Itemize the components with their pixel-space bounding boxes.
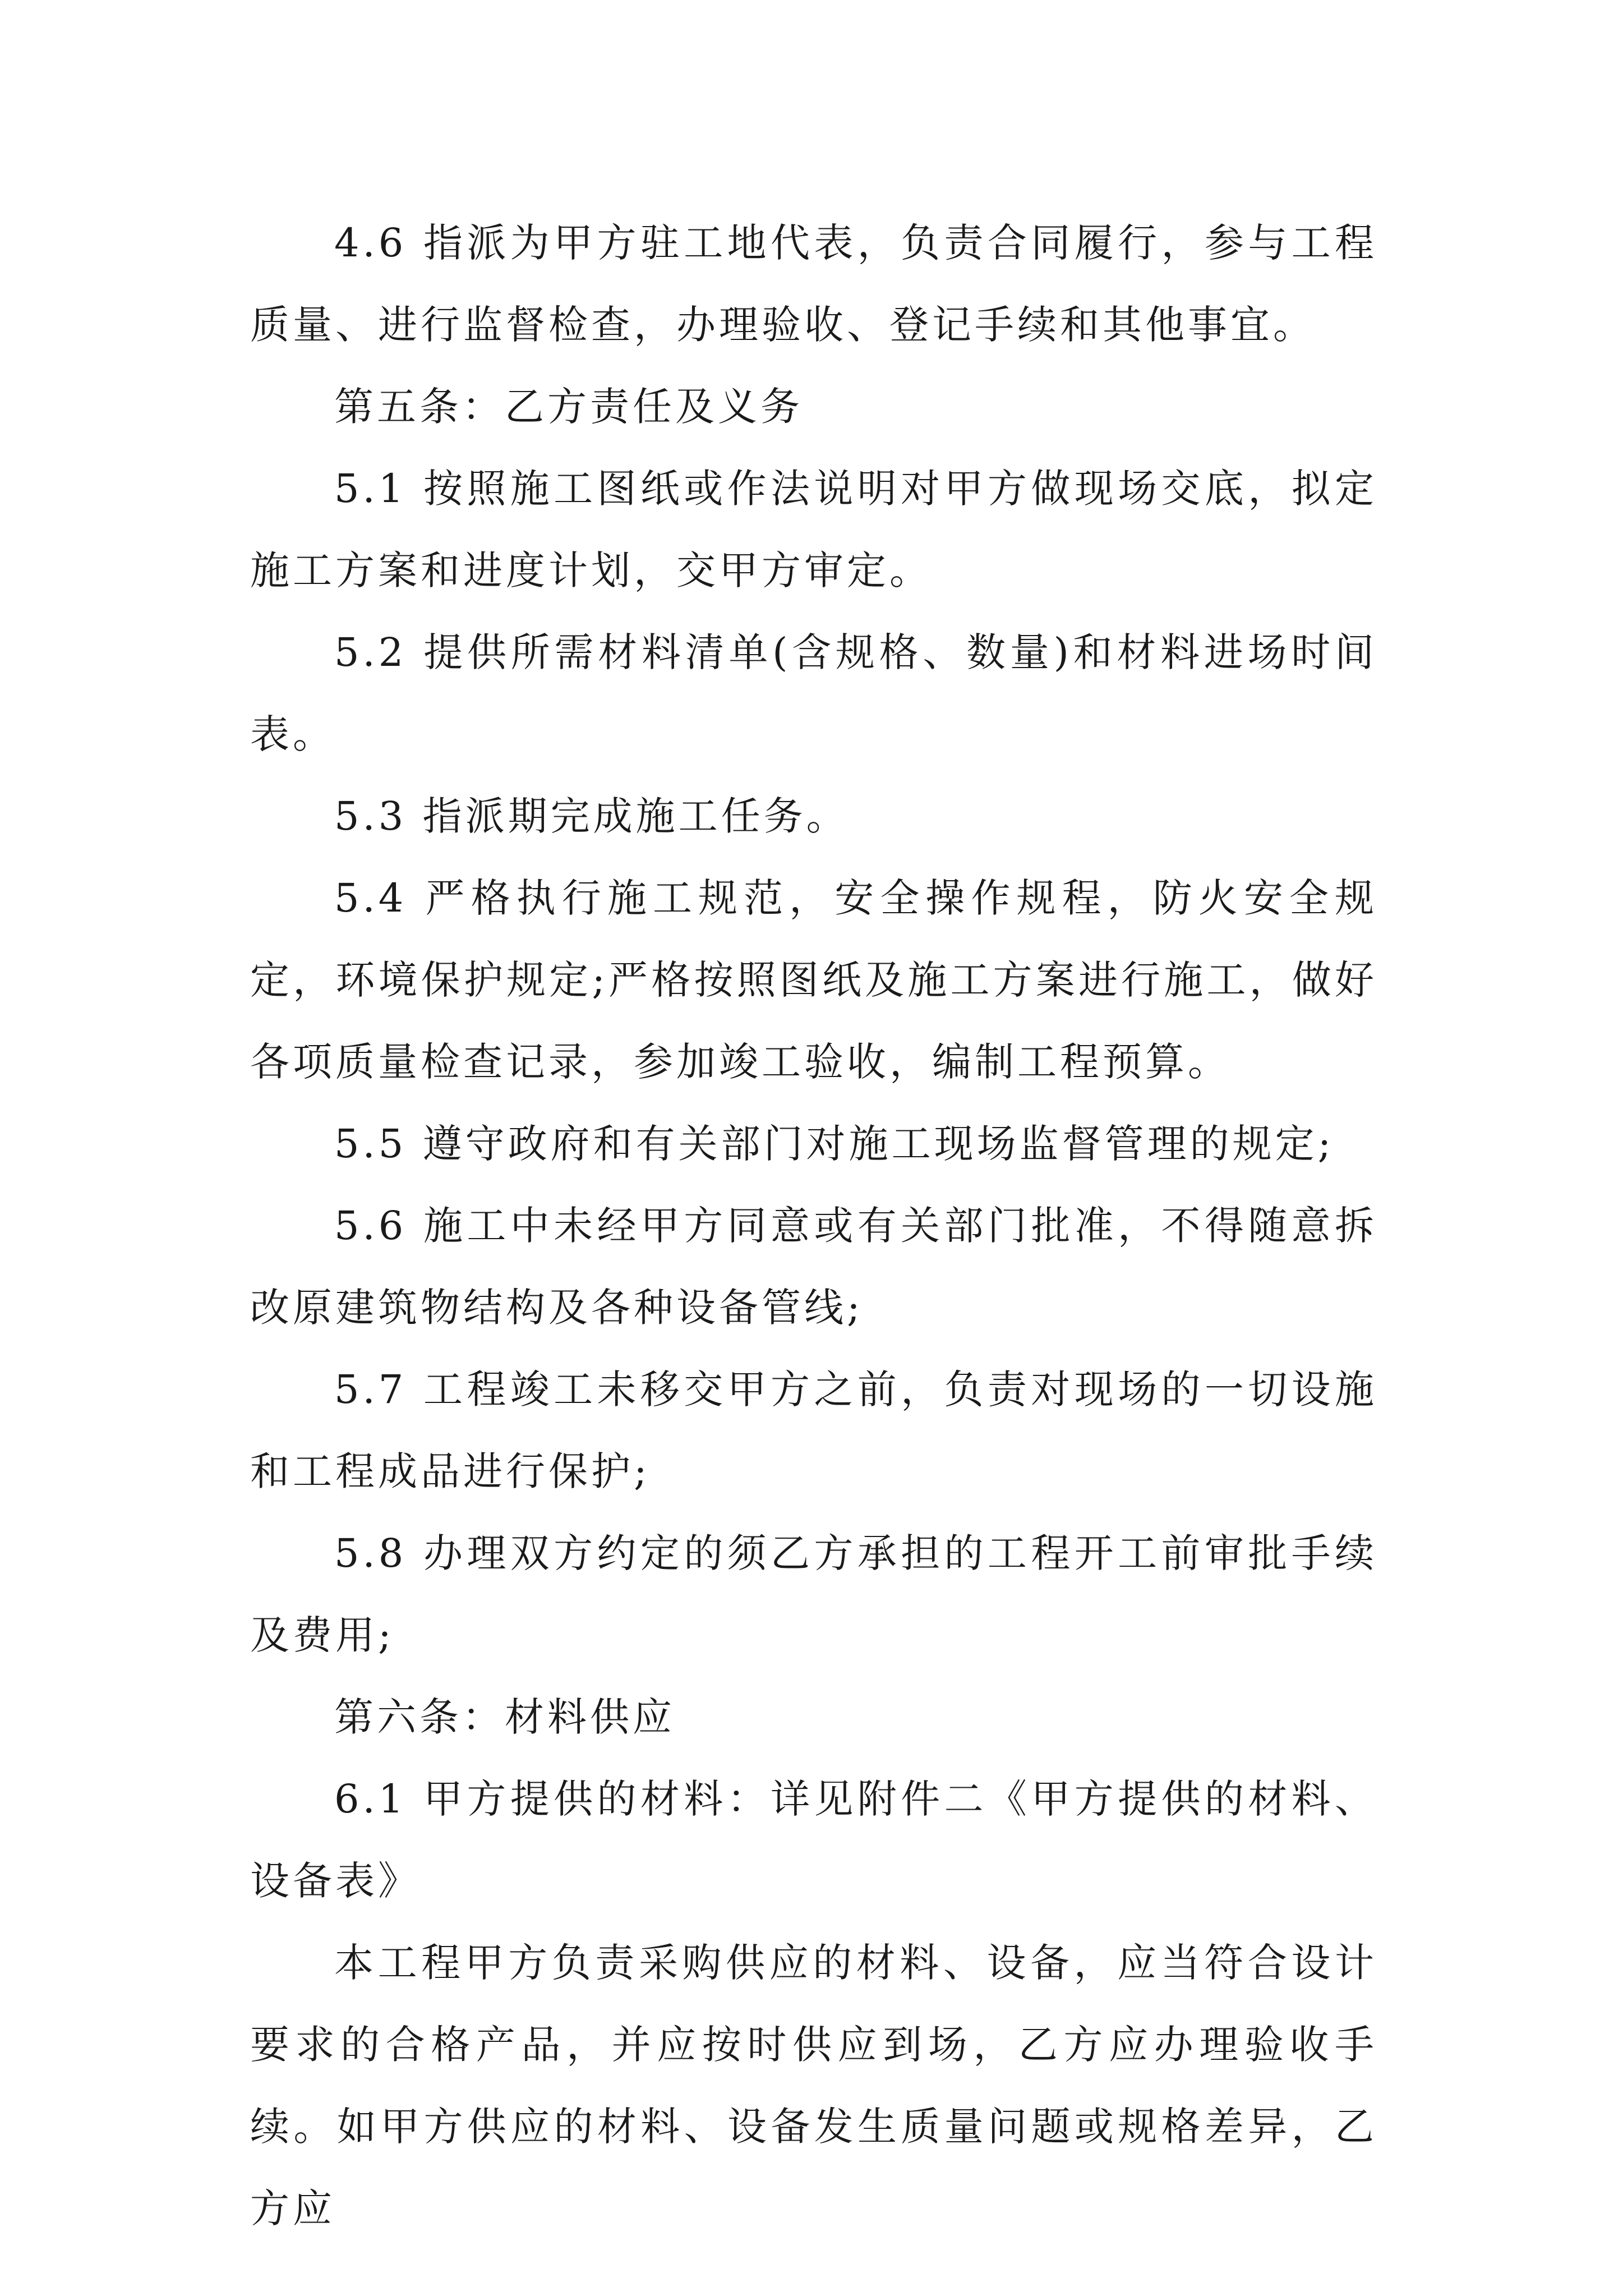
article-6-heading: 第六条：材料供应 <box>334 1694 675 1740</box>
document-body <box>250 202 1377 2249</box>
clause-4-6: 4.6 指派为甲方驻工地代表，负责合同履行，参与工程质量、进行监督检查，办理验收、登记手续和其他事宜。 <box>250 220 1377 348</box>
clause-5-6: 5.6 施工中未经甲方同意或有关部门批准，不得随意拆改原建筑物结构及各种设备管线; <box>250 1203 1377 1331</box>
clause-5-3: 5.3 指派期完成施工任务。 <box>334 793 849 839</box>
clause-5-4: 5.4 严格执行施工规范，安全操作规程，防火安全规定，环境保护规定;严格按照图纸及施工方案进行施工，做好各项质量检查记录，参加竣工验收，编制工程预算。 <box>250 875 1377 1085</box>
materials-paragraph: 本工程甲方负责采购供应的材料、设备，应当符合设计要求的合格产品，并应按时供应到场，乙方应办理验收手续。如甲方供应的材料、设备发生质量问题或规格差异，乙方应 <box>250 1940 1377 2231</box>
clause-5-7: 5.7 工程竣工未移交甲方之前，负责对现场的一切设施和工程成品进行保护; <box>250 1366 1377 1494</box>
clause-5-8: 5.8 办理双方约定的须乙方承担的工程开工前审批手续及费用; <box>250 1530 1377 1658</box>
clause-5-5: 5.5 遵守政府和有关部门对施工现场监督管理的规定; <box>334 1121 1335 1167</box>
clause-6-1: 6.1 甲方提供的材料：详见附件二《甲方提供的材料、设备表》 <box>250 1776 1377 1904</box>
article-5-heading: 第五条：乙方责任及义务 <box>334 384 803 430</box>
clause-5-1: 5.1 按照施工图纸或作法说明对甲方做现场交底，拟定施工方案和进度计划，交甲方审定。 <box>250 466 1377 593</box>
clause-5-2: 5.2 提供所需材料清单(含规格、数量)和材料进场时间表。 <box>250 629 1377 757</box>
